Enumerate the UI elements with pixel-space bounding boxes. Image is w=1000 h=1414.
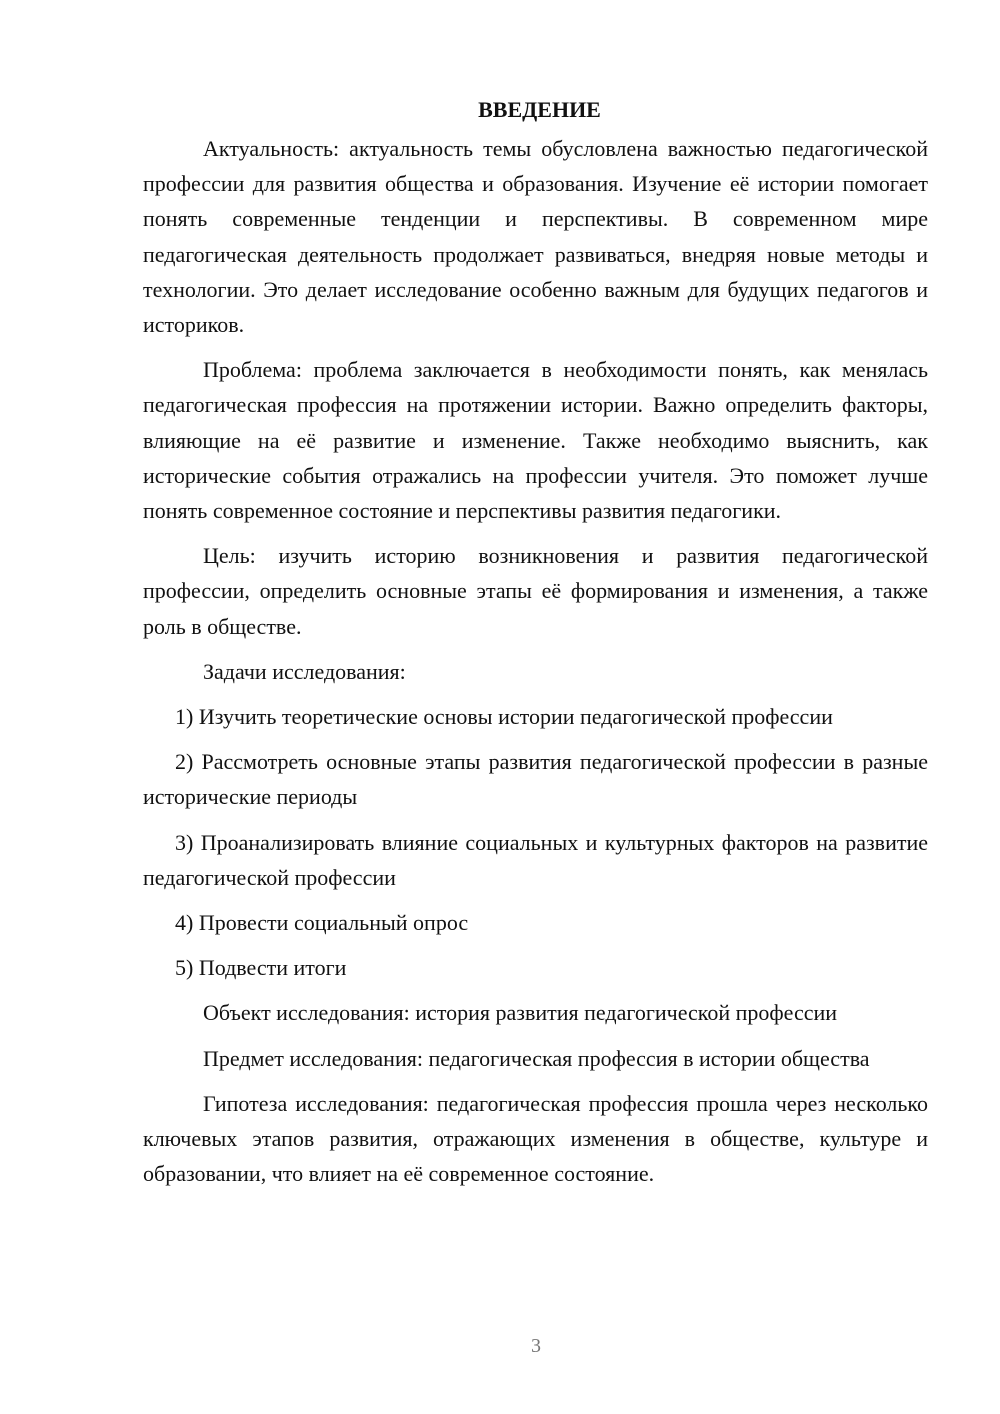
list-item: 1) Изучить теоретические основы истории педагогической профессии	[175, 704, 833, 730]
relevance-paragraph: Актуальность: актуальность темы обусловлена важностью педагогической профессии для развития общества и образования. Изучение её истории помогает понять современные тенденции и перспективы. В современном мире педагогическая деятельность продолжает развиваться, внедряя новые методы и технологии. Это делает исследование особенно важным для будущих педагогов и историков.	[143, 136, 928, 338]
hypothesis-paragraph: Гипотеза исследования: педагогическая профессия прошла через несколько ключевых этапов развития, отражающих изменения в обществе, культуре и образовании, что влияет на её современное состояние.	[143, 1090, 928, 1187]
tasks-list	[143, 699, 928, 985]
list-item: 2) Рассмотреть основные этапы развития педагогической профессии в разные исторические периоды	[143, 749, 928, 810]
list-item: 4) Провести социальный опрос	[175, 910, 469, 936]
problem-paragraph: Проблема: проблема заключается в необходимости понять, как менялась педагогическая профессия на протяжении истории. Важно определить факторы, влияющие на её развитие и изменение. Также необходимо выяснить, как исторические события отражались на профессии учителя. Это поможет лучше понять современное состояние и перспективы развития педагогики.	[143, 357, 928, 524]
object-paragraph: Объект исследования: история развития педагогической профессии	[203, 1000, 838, 1026]
section-heading: ВВЕДЕНИЕ	[478, 97, 601, 122]
document-page	[143, 95, 928, 1201]
page-number: 3	[531, 1335, 541, 1357]
list-item: 3) Проанализировать влияние социальных и культурных факторов на развитие педагогической профессии	[143, 829, 928, 890]
goal-paragraph: Цель: изучить историю возникновения и развития педагогической профессии, определить основные этапы её формирования и изменения, а также роль в обществе.	[143, 543, 928, 639]
tasks-heading: Задачи исследования:	[203, 658, 406, 684]
subject-paragraph: Предмет исследования: педагогическая профессия в истории общества	[203, 1045, 870, 1071]
list-item: 5) Подвести итоги	[175, 955, 347, 981]
